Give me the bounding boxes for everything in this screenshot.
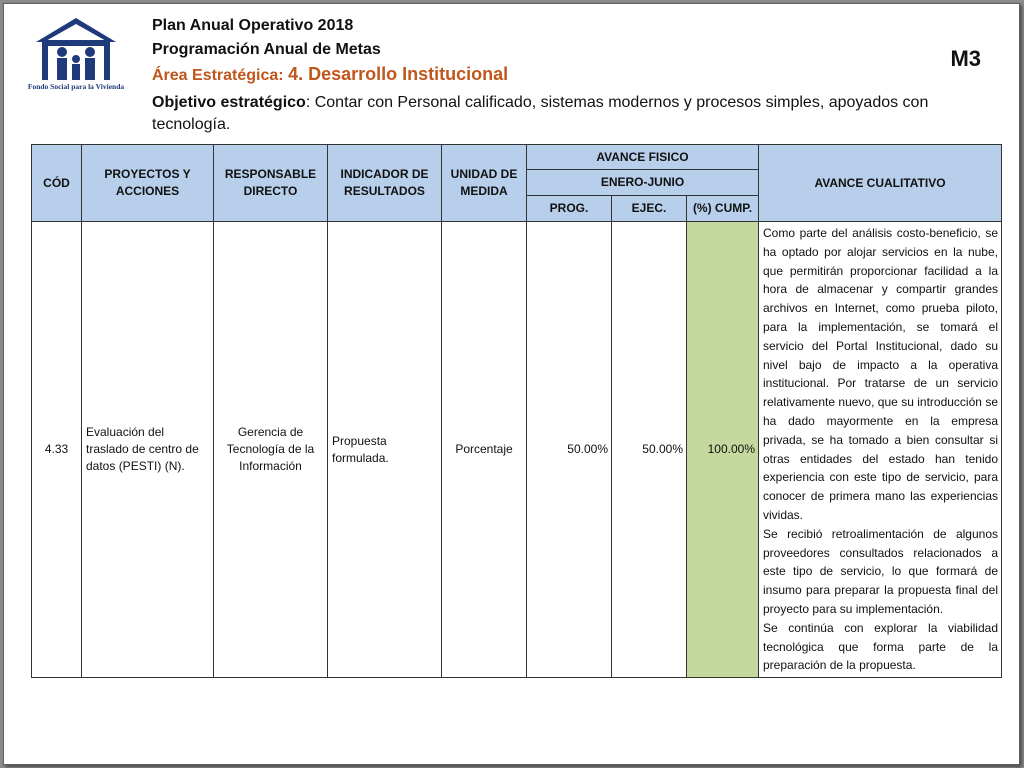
objective-label: Objetivo estratégico (152, 94, 306, 111)
house-family-icon (24, 12, 128, 82)
programming-title: Programación Anual de Metas (152, 41, 381, 58)
col-header-periodo: ENERO-JUNIO (527, 170, 759, 196)
table-row (32, 222, 1002, 678)
col-header-ejec: EJEC. (612, 196, 687, 222)
cell-cod: 4.33 (32, 222, 82, 678)
qualitative-paragraph: Como parte del análisis costo-beneficio, se ha optado por alojar servicios en la nube, que permitirán proporcionar facilidad a la hora de almacenar y compartir grandes archivos en Internet, como prueba piloto, para la implementación, se tomará el servicio del Portal Institucional, dado su nivel bajo de impacto a la operativa institucional. Por tratarse de un servicio relativamente nuevo, que su introducción se ha dado mayormente en la empresa privada, se ha tomado a bien consultar si otras entidades del estado han tenido experiencia con este tipo de servicio, para conocer de primera mano las experiencias vividas. (763, 226, 998, 522)
fsv-logo (24, 12, 128, 96)
cell-proyecto: Evaluación del traslado de centro de datos (PESTI) (N). (82, 222, 214, 678)
slide-code: M3 (950, 46, 981, 71)
col-header-proyectos: PROYECTOS Y ACCIONES (82, 145, 214, 222)
col-header-cod: CÓD (32, 145, 82, 222)
col-header-responsable: RESPONSABLE DIRECTO (214, 145, 328, 222)
cell-responsable: Gerencia de Tecnología de la Información (214, 222, 328, 678)
logo-caption: Fondo Social para la Vivienda (27, 82, 125, 91)
cell-cualitativo (759, 222, 1002, 678)
goals-table (31, 144, 1002, 678)
strategic-area-value: 4. Desarrollo Institucional (288, 64, 509, 84)
cell-unidad: Porcentaje (442, 222, 527, 678)
col-header-indicador: INDICADOR DE RESULTADOS (328, 145, 442, 222)
plan-title: Plan Anual Operativo 2018 (152, 17, 354, 34)
col-header-prog: PROG. (527, 196, 612, 222)
qualitative-paragraph: Se recibió retroalimentación de algunos proveedores consultados relacionados a este tipo de servicio, lo que formará de insumo para preparar la propuesta final del proyecto para su implementación. (763, 526, 998, 616)
cell-ejec: 50.00% (612, 222, 687, 678)
qualitative-paragraph: Se continúa con explorar la viabilidad tecnológica que forma parte de la preparación de la propuesta. (763, 620, 998, 673)
cell-prog: 50.00% (527, 222, 612, 678)
objective-text: : Contar con Personal calificado, sistemas modernos y procesos simples, apoyados con tecnología. (152, 94, 929, 133)
cell-indicador: Propuesta formulada. (328, 222, 442, 678)
slide (3, 3, 1020, 765)
col-header-unidad: UNIDAD DE MEDIDA (442, 145, 527, 222)
col-header-cualitativo: AVANCE CUALITATIVO (759, 145, 1002, 222)
col-header-cump: (%) CUMP. (687, 196, 759, 222)
strategic-area (152, 64, 508, 85)
strategic-objective (152, 92, 992, 136)
strategic-area-label: Área Estratégica: (152, 67, 284, 84)
col-header-avance-fisico: AVANCE FISICO (527, 145, 759, 170)
cell-cump: 100.00% (687, 222, 759, 678)
